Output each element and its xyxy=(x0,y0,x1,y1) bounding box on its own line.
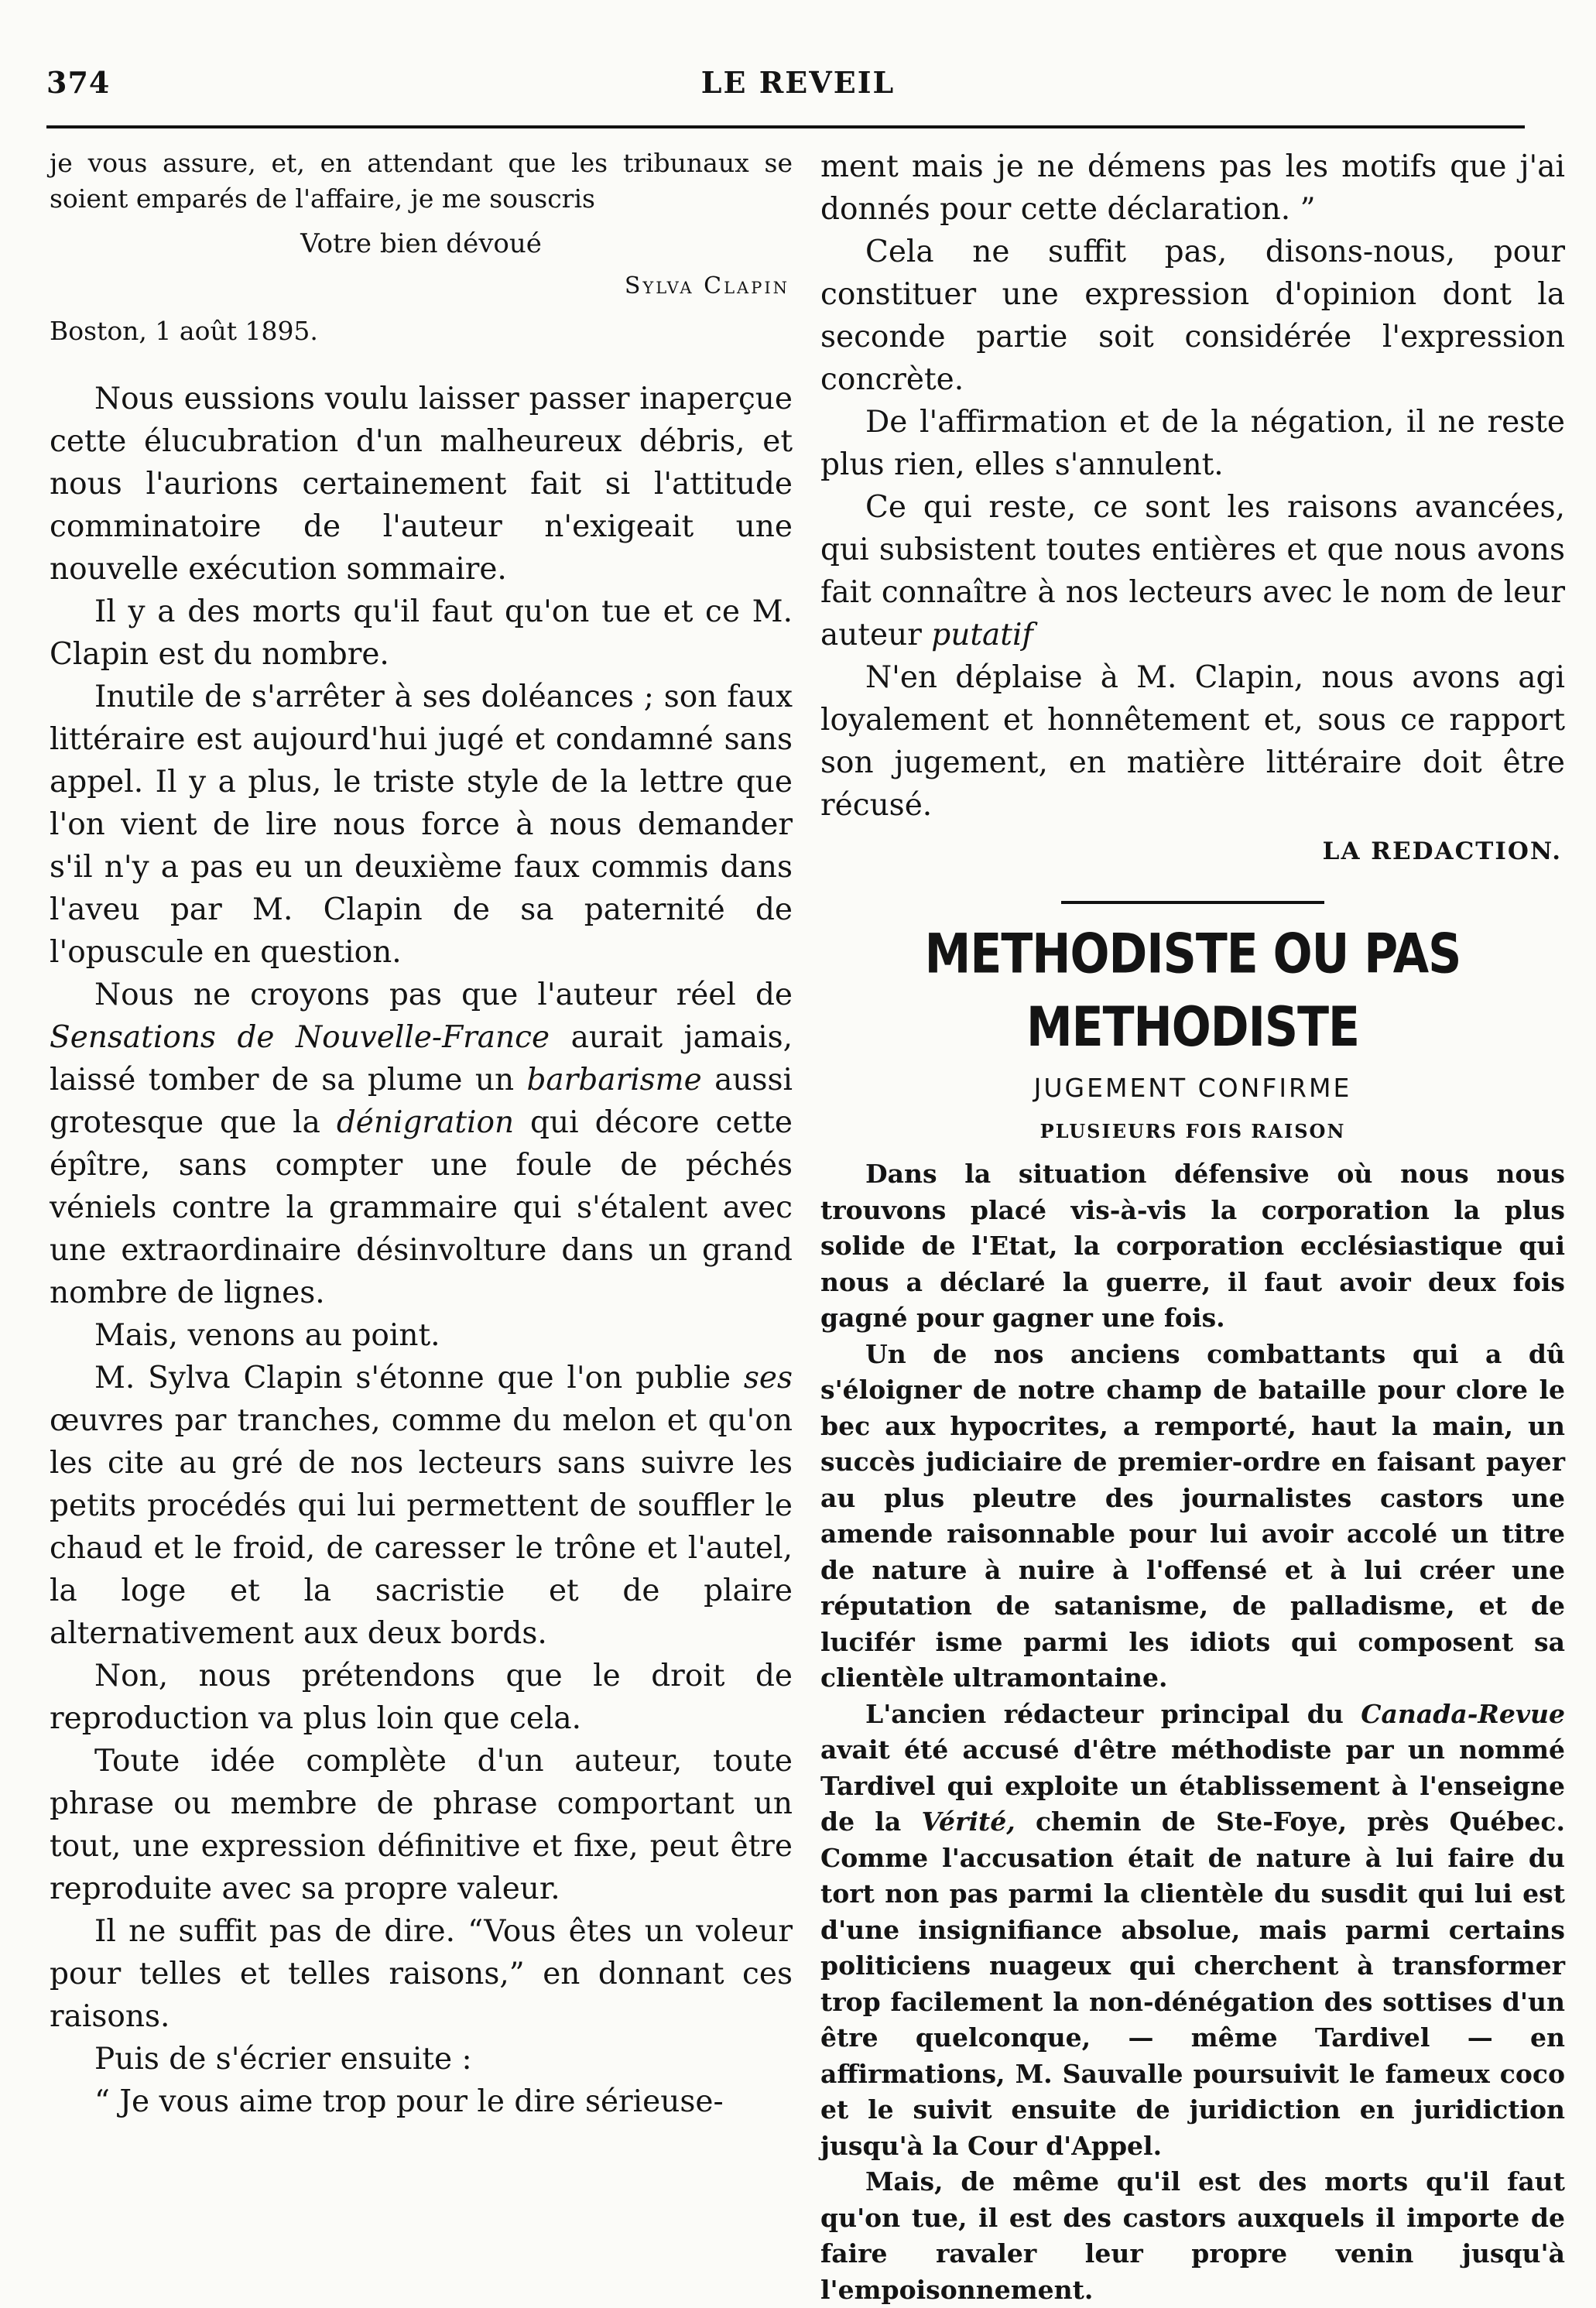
paragraph: Inutile de s'arrêter à ses doléances ; son faux littéraire est aujourd'hui jugé et condamné sans appel. Il y a plus, le triste style de la lettre que l'on vient de lire nous force à nous demander s'il n'y a pas eu un deuxième faux commis dans l'aveu par M. Clapin de sa paternité de l'opuscule en question. xyxy=(50,680,793,970)
article-body xyxy=(820,1156,1565,2308)
text-run: M. Sylva Clapin s'étonne que l'on publie xyxy=(94,1361,744,1395)
paragraph: Dans la situation défensive où nous nous trouvons placé vis-à-vis la corporation la plus solide de l'Etat, la corporation ecclésiastique qui nous a déclaré la guerre, il faut avoir deux fois gagné pour gagner une fois. xyxy=(820,1159,1565,1333)
emphasis: putatif xyxy=(931,618,1033,652)
paragraph xyxy=(820,486,1565,656)
paragraph: Cela ne suffit pas, disons-nous, pour constituer une expression d'opinion dont la seconde partie soit considérée l'expression concrète. xyxy=(820,235,1565,397)
text-run: aussi grotesque que la xyxy=(50,1063,793,1140)
page-number: 374 xyxy=(46,65,111,100)
text-run: aurait jamais, laissé tomber de sa plume un xyxy=(50,1020,793,1097)
header-rule xyxy=(46,125,1525,128)
text-run: œuvres par tranches, comme du melon et qu'on les cite au gré de nos lecteurs sans suivre les petits procédés qui lui permettent de souffler le chaud et le froid, de caresser le trône et l'autel, la loge et la sacristie et de plaire alternativement aux deux bords. xyxy=(50,1403,793,1651)
paragraph: Il ne suffit pas de dire. “Vous êtes un voleur pour telles et telles raisons,” en donnant ces raisons. xyxy=(50,1914,793,2034)
text-run: Ce qui reste, ce sont les raisons avancées, qui subsistent toutes entières et que nous avons fait connaître à nos lecteurs avec le nom de leur auteur xyxy=(820,490,1565,652)
editorial-reply-continued xyxy=(820,146,1565,827)
paragraph xyxy=(50,974,793,1314)
paragraph: Non, nous prétendons que le droit de reproduction va plus loin que cela. xyxy=(50,1659,793,1736)
letter-sign-off: Votre bien dévoué xyxy=(300,228,542,259)
paragraph: Puis de s'écrier ensuite : xyxy=(94,2042,472,2077)
letter-place-date: Boston, 1 août 1895. xyxy=(50,316,318,346)
paragraph xyxy=(50,1357,793,1655)
article-subhead-small: PLUSIEURS FOIS RAISON xyxy=(1039,1120,1346,1142)
article-subhead: JUGEMENT CONFIRME xyxy=(1033,1073,1352,1103)
text-run: Nous ne croyons pas que l'auteur réel de xyxy=(94,978,793,1012)
right-column xyxy=(820,146,1565,2308)
paragraph: N'en déplaise à M. Clapin, nous avons agi loyalement et honnêtement et, sous ce rapport son jugement, en matière littéraire doit être récusé. xyxy=(820,660,1565,823)
book-title: Sensations de Nouvelle-France xyxy=(50,1020,550,1055)
paragraph: De l'affirmation et de la négation, il ne reste plus rien, elles s'annulent. xyxy=(820,405,1565,482)
emphasis: ses xyxy=(743,1361,793,1395)
editorial-reply xyxy=(50,378,793,2123)
letter-closing: je vous assure, et, en attendant que les tribunaux se soient emparés de l'affaire, je me souscris xyxy=(50,148,793,214)
publication-title: Vérité, xyxy=(921,1806,1015,1837)
article-headline: METHODISTE OU PAS METHODISTE xyxy=(924,922,1461,1060)
emphasis: dénigration xyxy=(336,1105,515,1140)
paragraph: Toute idée complète d'un auteur, toute phrase ou membre de phrase comportant un tout, une expression définitive et fixe, peut être reproduite avec sa propre valeur. xyxy=(50,1744,793,1906)
paragraph: Nous eussions voulu laisser passer inaperçue cette élucubration d'un malheureux débris, et nous l'aurions certainement fait si l'attitude comminatoire de l'auteur n'exigeait une nouvelle exécution sommaire. xyxy=(50,382,793,587)
text-run: avait été accusé d'être méthodiste par un nommé Tardivel qui exploite un établissement à l'enseigne de la xyxy=(820,1734,1565,1837)
text-run: L'ancien rédacteur principal du xyxy=(865,1698,1361,1729)
paragraph: Mais, de même qu'il est des morts qu'il faut qu'on tue, il est des castors auxquels il importe de faire ravaler leur propre venin jusqu'à l'empoisonnement. xyxy=(820,2166,1565,2305)
text-run: qui décore cette épître, sans compter une foule de péchés véniels contre la grammaire qui s'étalent avec une extraordinaire désinvolture dans un grand nombre de lignes. xyxy=(50,1105,793,1310)
text-run: chemin de Ste-Foye, près Québec. Comme l'accusation était de nature à lui faire du tort non pas parmi la clientèle du susdit qui lui est d'une insignifiance absolue, mais parmi certains politiciens nuageux qui cherchent à transformer trop facilement la non-dénégation des sottises d'un être quelconque, — même Tardivel — en affirmations, M. Sauvalle poursuivit le fameux coco et le suivit ensuite de juridiction en juridiction jusqu'à la Cour d'Appel. xyxy=(820,1806,1566,2161)
paragraph: Mais, venons au point. xyxy=(94,1318,440,1353)
paragraph xyxy=(820,1697,1565,2165)
page-header-title: LE REVEIL xyxy=(700,65,896,100)
paragraph: “ Je vous aime trop pour le dire sérieuse- xyxy=(94,2084,724,2119)
letter-signature: Sylva Clapin xyxy=(624,272,789,300)
left-column xyxy=(50,146,793,2123)
paragraph: Un de nos anciens combattants qui a dû s'éloigner de notre champ de bataille pour clore le bec aux hypocrites, a remporté, haut la main, un succès judiciaire de premier-ordre en faisant payer au plus pleutre des journalistes castors une amende raisonnable pour lui avoir accolé un titre de nature à nuire à l'offensé et à lui créer une réputation de satanisme, de palladisme, et de lucifér isme parmi les idiots qui composent sa clientèle ultramontaine. xyxy=(820,1338,1565,1693)
section-divider xyxy=(1061,901,1324,904)
publication-title: Canada-Revue xyxy=(1361,1698,1565,1729)
paragraph: ment mais je ne démens pas les motifs que j'ai donnés pour cette déclaration. ” xyxy=(820,149,1565,227)
paragraph: Il y a des morts qu'il faut qu'on tue et ce M. Clapin est du nombre. xyxy=(50,594,793,672)
byline-redaction: LA REDACTION. xyxy=(1322,837,1562,865)
emphasis: barbarisme xyxy=(526,1063,702,1097)
